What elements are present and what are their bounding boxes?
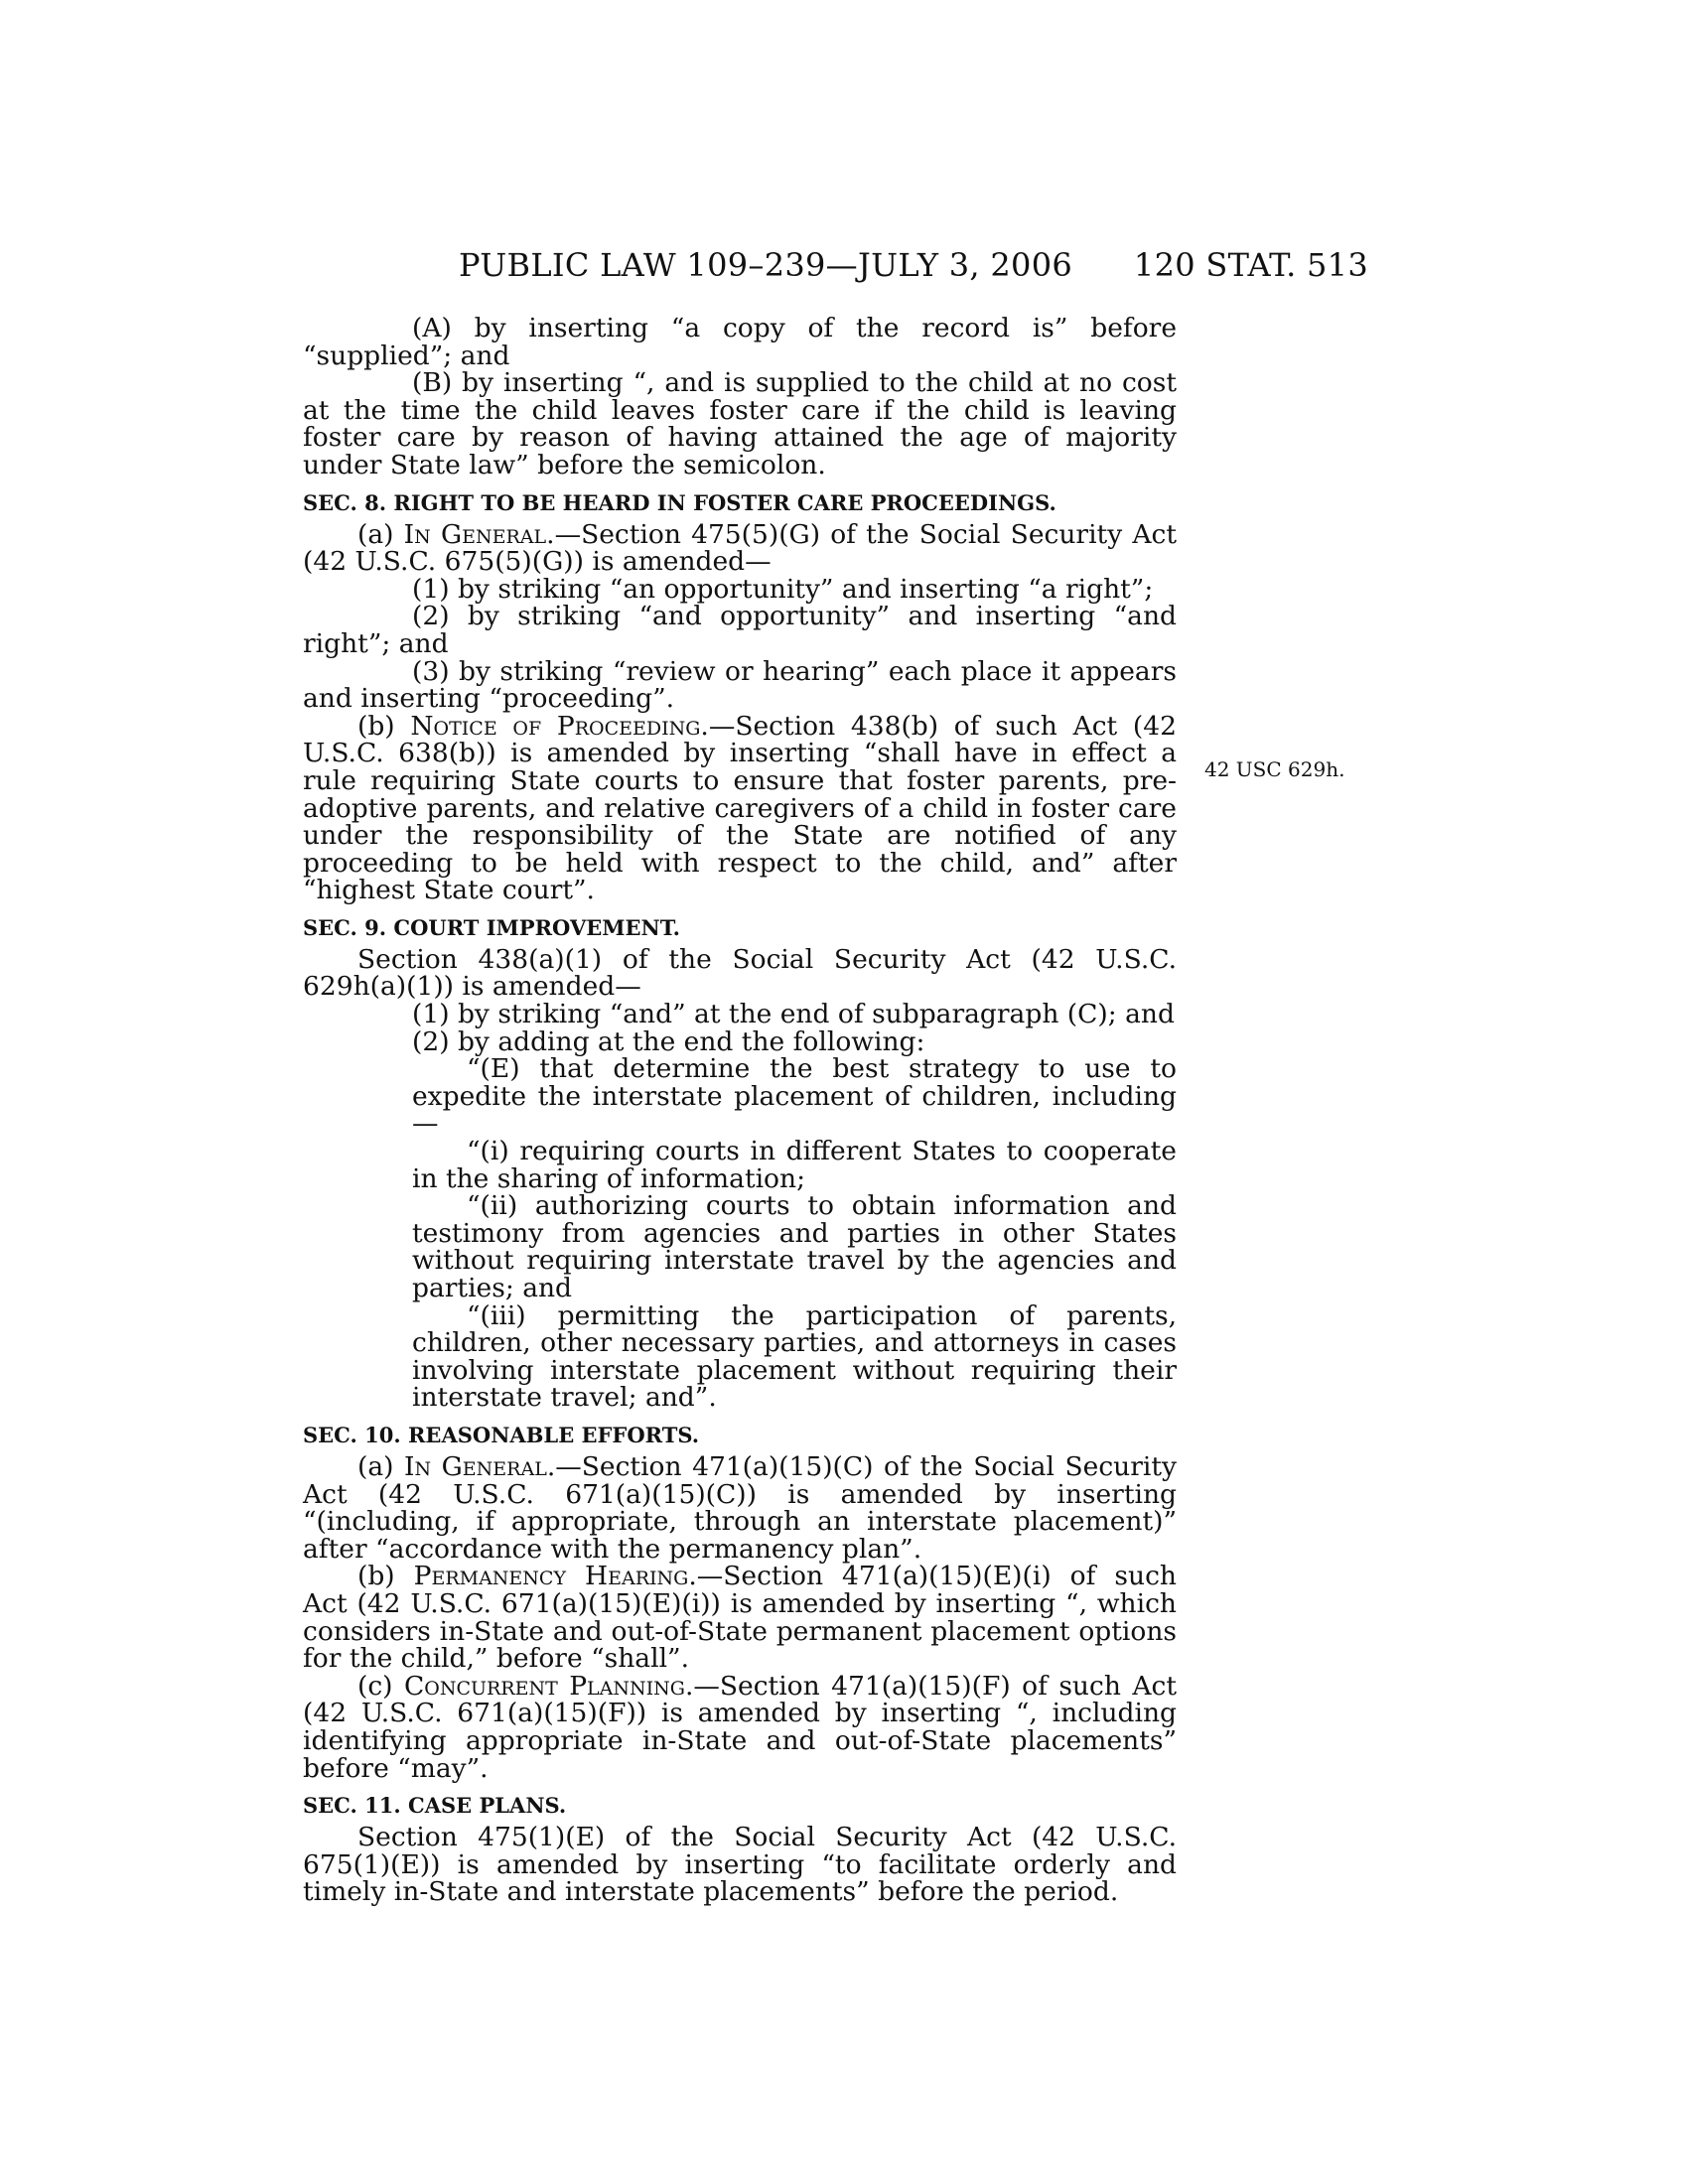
running-header-page-number: 120 STAT. 513	[1133, 246, 1368, 284]
margin-citation-note: 42 USC 629h.	[1204, 757, 1345, 781]
sec10-paragraph-b	[303, 1561, 1177, 1675]
sec8-b-prefix: (b)	[357, 710, 411, 742]
section-11-heading: SEC. 11. CASE PLANS.	[303, 1793, 567, 1819]
sec8-b-text: .—Section 438(b) of such Act (42 U.S.C. 638(b)) is amended by inserting “shall have in effect a rule requiring State courts to ensure that foster parents, pre-adoptive parents, and relative caregivers of a child in foster care under the responsibility of the State are notified of any proceeding to be held with respect to the child, and” after “highest State court”.	[303, 710, 1177, 906]
sec9-clause-i: “(i) requiring courts in different States to cooperate in the sharing of information;	[412, 1136, 1177, 1194]
sec10-a-text: .—Section 471(a)(15)(C) of the Social Security Act (42 U.S.C. 671(a)(15)(C)) is amended by inserting “(including, if appropriate, through an interstate placement)” after “accordance with the permanency plan”.	[303, 1450, 1177, 1565]
sec9-clause-ii: “(ii) authorizing courts to obtain information and testimony from agencies and parties in other States without requiring interstate travel by the agencies and parties; and	[412, 1190, 1177, 1303]
sec10-b-text: .—Section 471(a)(15)(E)(i) of such Act (42 U.S.C. 671(a)(15)(E)(i)) is amended by inserting “, which considers in-State and out-of-State permanent placement options for the child,” before “shall”.	[303, 1561, 1177, 1675]
sec10-paragraph-c	[303, 1670, 1177, 1784]
section-9-heading: SEC. 9. COURT IMPROVEMENT.	[303, 914, 680, 940]
sec8-clause-1: (1) by striking “an opportunity” and inserting “a right”;	[412, 573, 1154, 605]
sec10-a-prefix: (a)	[357, 1450, 405, 1482]
section-8-heading: SEC. 8. RIGHT TO BE HEARD IN FOSTER CARE PROCEEDINGS.	[303, 489, 1056, 515]
running-header-title: PUBLIC LAW 109–239—JULY 3, 2006	[459, 246, 1073, 284]
sec8-clause-2: (2) by striking “and opportunity” and inserting “and right”; and	[303, 601, 1177, 659]
sec8-b-label: Notice of Proceeding	[410, 710, 701, 742]
sec8-clause-3: (3) by striking “review or hearing” each place it appears and inserting “proceeding”.	[303, 655, 1177, 715]
sec8-paragraph-a	[303, 518, 1177, 578]
sec10-c-prefix: (c)	[357, 1670, 404, 1702]
sec10-b-label: Permanency Hearing	[413, 1561, 689, 1592]
subparagraph-b: (B) by inserting “, and is supplied to the child at no cost at the time the child leaves foster care if the child is leaving foster care by reason of having attained the age of majority under State law” before the semicolon.	[303, 367, 1177, 480]
section-10-heading: SEC. 10. REASONABLE EFFORTS.	[303, 1422, 700, 1447]
sec8-a-prefix: (a)	[357, 518, 404, 550]
subparagraph-a: (A) by inserting “a copy of the record is” before “supplied”; and	[303, 313, 1177, 371]
sec11-text: Section 475(1)(E) of the Social Security Act (42 U.S.C. 675(1)(E)) is amended by inserting “to facilitate orderly and timely in-State and interstate placements” before the period.	[303, 1822, 1177, 1908]
sec9-clause-iii: “(iii) permitting the participation of parents, children, other necessary parties, and attorneys in cases involving interstate placement without requiring their interstate travel; and”.	[412, 1299, 1177, 1414]
sec10-c-label: Concurrent Planning	[403, 1670, 685, 1702]
sec10-paragraph-a	[303, 1450, 1177, 1565]
sec9-clause-1: (1) by striking “and” at the end of subparagraph (C); and	[412, 999, 1175, 1030]
sec10-b-prefix: (b)	[357, 1561, 414, 1592]
sec10-a-label: In General	[404, 1450, 547, 1482]
document-body	[303, 315, 1177, 1906]
sec9-subparagraph-e: “(E) that determine the best strategy to use to expedite the interstate placement of children, including—	[412, 1053, 1177, 1140]
sec8-a-label: In General	[403, 518, 547, 550]
sec10-c-text: .—Section 471(a)(15)(F) of such Act (42 U.S.C. 671(a)(15)(F)) is amended by inserting “, including identifying appropriate in-State and out-of-State placements” before “may”.	[303, 1670, 1177, 1784]
sec8-paragraph-b	[303, 710, 1177, 906]
sec8-a-text: .—Section 475(5)(G) of the Social Security Act (42 U.S.C. 675(5)(G)) is amended—	[303, 518, 1177, 578]
sec9-intro: Section 438(a)(1) of the Social Security Act (42 U.S.C. 629h(a)(1)) is amended—	[303, 943, 1177, 1003]
sec9-clause-2: (2) by adding at the end the following:	[412, 1025, 925, 1057]
